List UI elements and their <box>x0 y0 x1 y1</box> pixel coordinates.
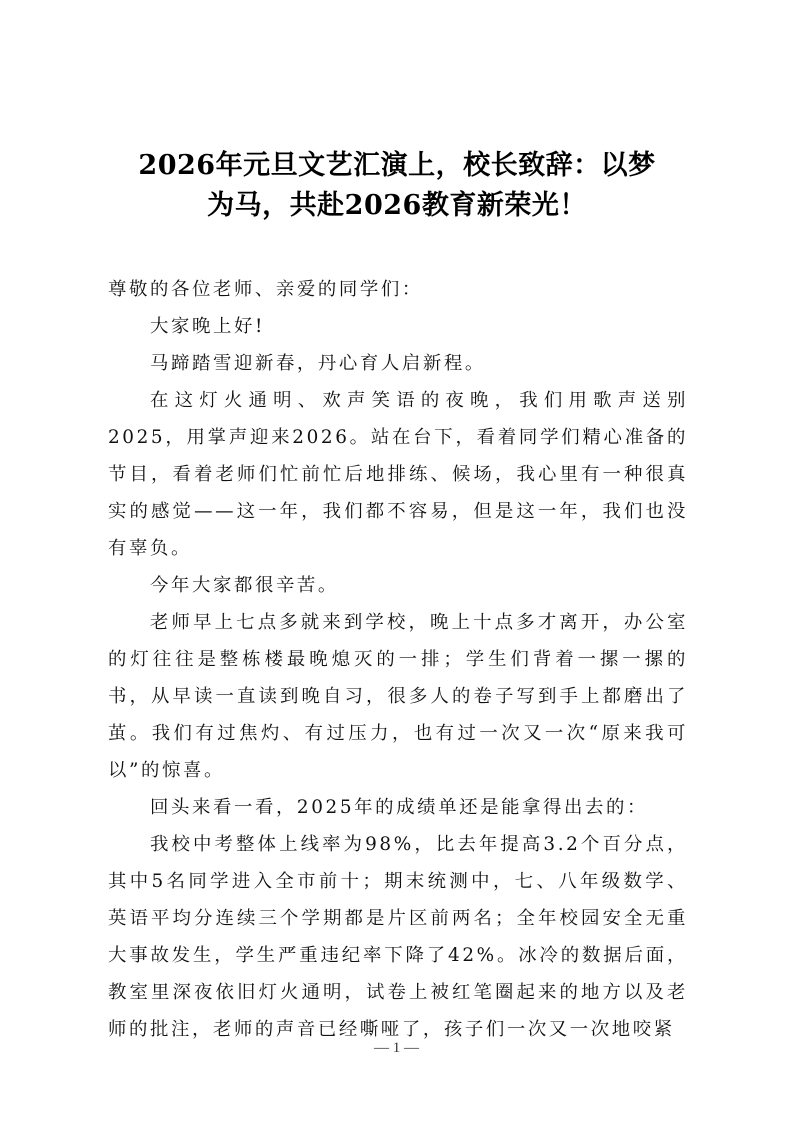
document-title <box>100 146 694 226</box>
title-line-1: 2026年元旦文艺汇演上，校长致辞：以梦 <box>138 150 656 181</box>
paragraph-hard-year: 今年大家都很辛苦。 <box>150 575 339 596</box>
paragraph-evening: 在这灯火通明、欢声笑语的夜晚，我们用歌声送别2025，用掌声迎来2026。站在台下，看着同学们精心准备的节目，看着老师们忙前忙后地排练、候场，我心里有一种很真实的感觉——这一年，我们都不容易，但是这一年，我们也没有辜负。 <box>108 390 688 559</box>
paragraph-achievements: 我校中考整体上线率为98%，比去年提高3.2个百分点，其中5名同学进入全市前十；期末统测中，七、八年级数学、英语平均分连续三个学期都是片区前两名；全年校园安全无重大事故发生，学生严重违纪率下降了42%。冰冷的数据后面，教室里深夜依旧灯火通明，试卷上被红笔圈起来的地方以及老师的批注，老师的声音已经嘶哑了，孩子们一次又一次地咬紧 <box>108 834 688 1040</box>
page-number: — 1 — <box>374 1040 419 1056</box>
title-line-2: 为马，共赴2026教育新荣光！ <box>207 190 587 221</box>
paragraph-greeting: 大家晚上好! <box>150 316 265 337</box>
paragraph-couplet: 马蹄踏雪迎新春，丹心育人启新程。 <box>150 353 486 374</box>
paragraph-teachers-students: 老师早上七点多就来到学校，晚上十点多才离开，办公室的灯往往是整栋楼最晚熄灭的一排；学生们背着一摞一摞的书，从早读一直读到晚自习，很多人的卷子写到手上都磨出了茧。我们有过焦灼、有过压力，也有过一次又一次“原来我可以”的惊喜。 <box>108 612 688 781</box>
salutation: 尊敬的各位老师、亲爱的同学们： <box>108 279 423 300</box>
paragraph-review: 回头来看一看，2025年的成绩单还是能拿得出去的： <box>150 797 649 818</box>
document-body <box>108 271 688 1048</box>
